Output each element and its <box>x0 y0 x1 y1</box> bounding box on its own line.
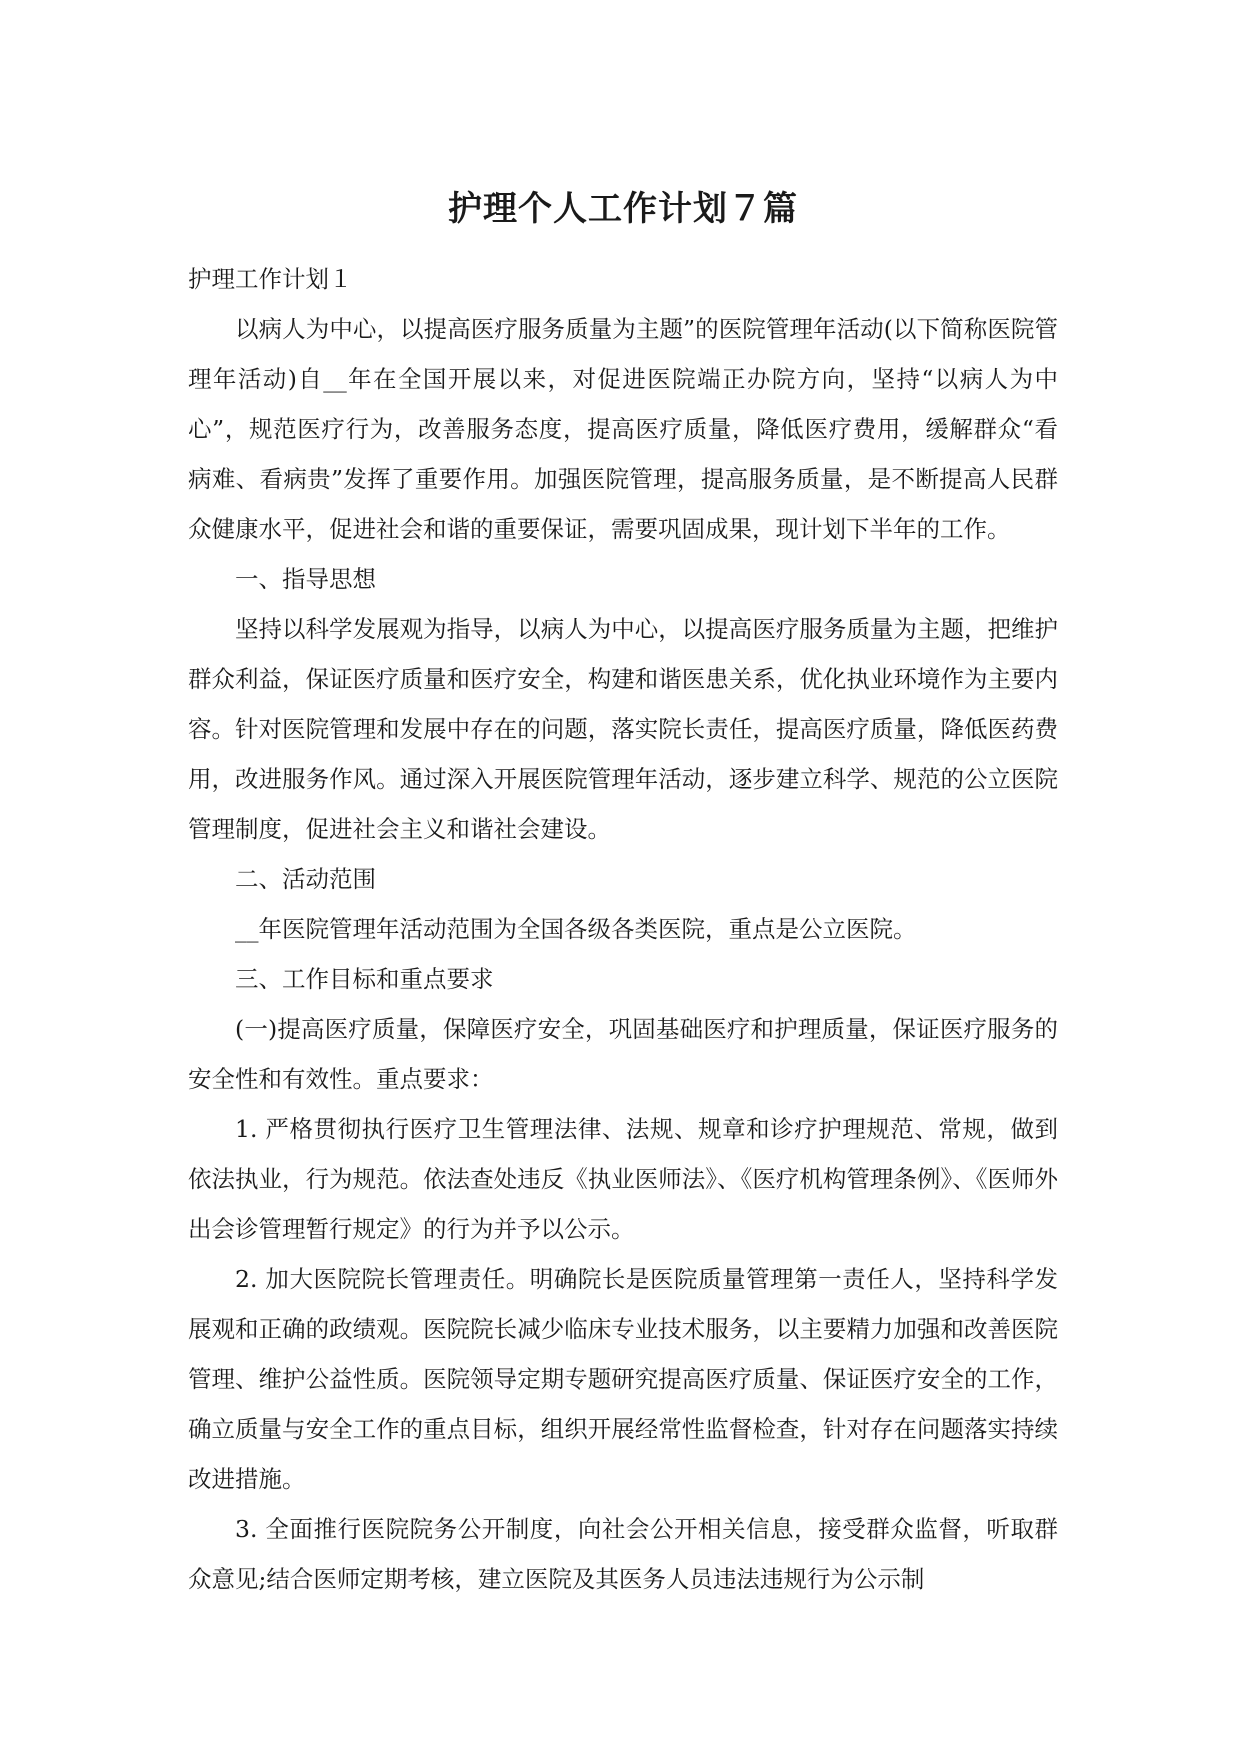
body-paragraph: 以病人为中心，以提高医疗服务质量为主题”的医院管理年活动(以下简称医院管理年活动)自__年在全国开展以来，对促进医院端正办院方向，坚持“以病人为中心”，规范医疗行为，改善服务态度，提高医疗质量，降低医疗费用，缓解群众“看病难、看病贵”发挥了重要作用。加强医院管理，提高服务质量，是不断提高人民群众健康水平，促进社会和谐的重要保证，需要巩固成果，现计划下半年的工作。 <box>188 315 1058 543</box>
document-title: 护理个人工作计划７篇 <box>448 189 798 229</box>
list-item: 1. 严格贯彻执行医疗卫生管理法律、法规、规章和诊疗护理规范、常规，做到依法执业，行为规范。依法查处违反《执业医师法》、《医疗机构管理条例》、《医师外出会诊管理暂行规定》的行为并予以公示。 <box>188 1115 1058 1243</box>
list-item: 2. 加大医院院长管理责任。明确院长是医院质量管理第一责任人，坚持科学发展观和正确的政绩观。医院院长减少临床专业技术服务，以主要精力加强和改善医院管理、维护公益性质。医院领导定期专题研究提高医疗质量、保证医疗安全的工作，确立质量与安全工作的重点目标，组织开展经常性监督检查，针对存在问题落实持续改进措施。 <box>188 1265 1058 1493</box>
body-paragraph: (一)提高医疗质量，保障医疗安全，巩固基础医疗和护理质量，保证医疗服务的安全性和有效性。重点要求： <box>188 1015 1058 1093</box>
document-page <box>188 0 1058 1754</box>
section-heading: 三、工作目标和重点要求 <box>235 965 494 993</box>
document-body <box>188 254 1058 1604</box>
section-heading: 护理工作计划１ <box>188 265 353 293</box>
section-heading: 二、活动范围 <box>235 865 376 893</box>
body-paragraph: 坚持以科学发展观为指导，以病人为中心，以提高医疗服务质量为主题，把维护群众利益，保证医疗质量和医疗安全，构建和谐医患关系，优化执业环境作为主要内容。针对医院管理和发展中存在的问题，落实院长责任，提高医疗质量，降低医药费用，改进服务作风。通过深入开展医院管理年活动，逐步建立科学、规范的公立医院管理制度，促进社会主义和谐社会建设。 <box>188 615 1058 843</box>
list-item: 3. 全面推行医院院务公开制度，向社会公开相关信息，接受群众监督，听取群众意见;结合医师定期考核，建立医院及其医务人员违法违规行为公示制 <box>188 1515 1058 1593</box>
section-heading: 一、指导思想 <box>235 565 376 593</box>
body-paragraph: __年医院管理年活动范围为全国各级各类医院，重点是公立医院。 <box>235 915 917 943</box>
